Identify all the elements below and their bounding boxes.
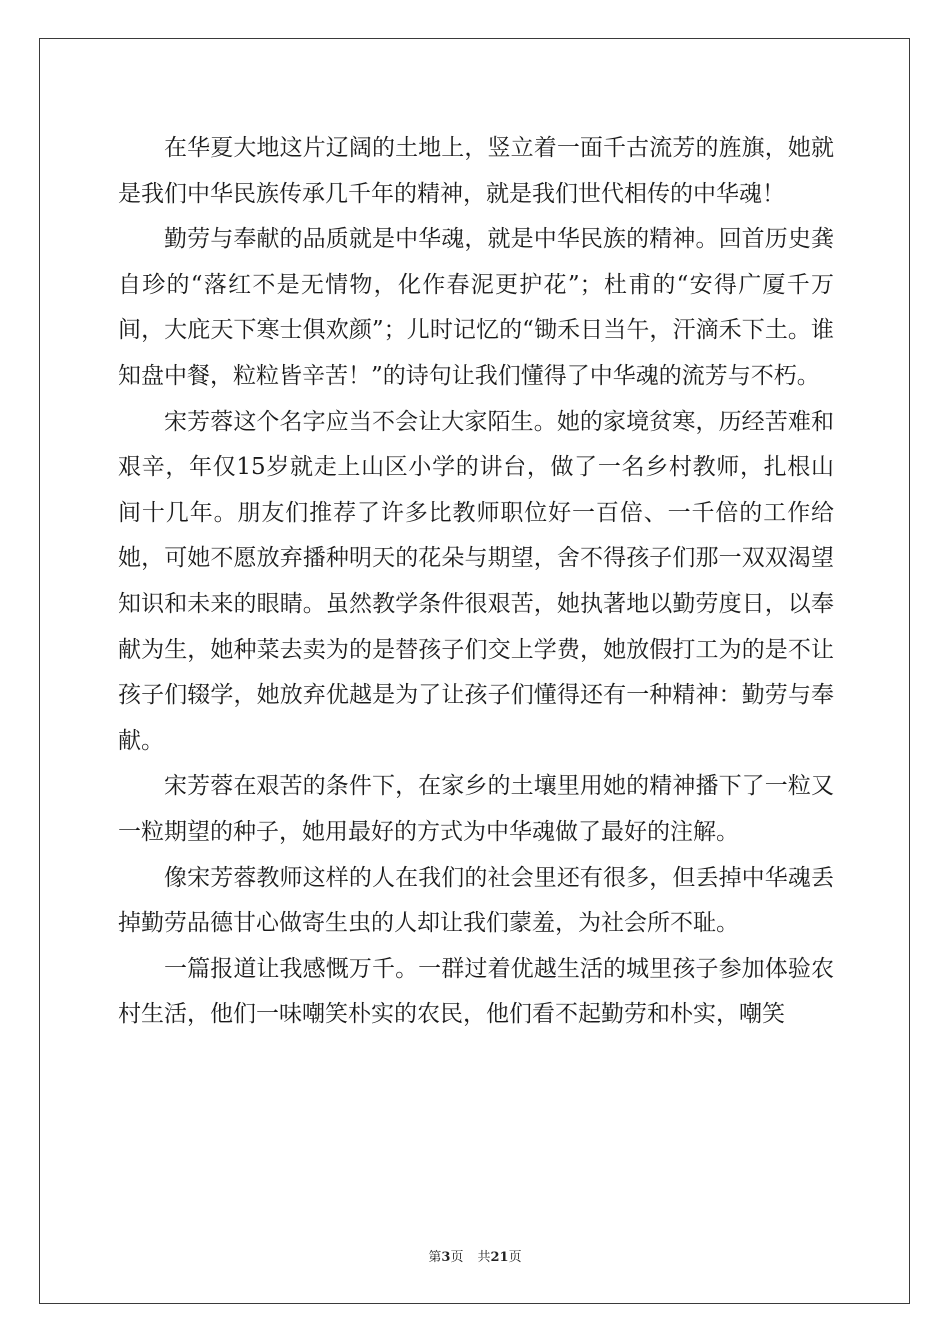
page-footer — [0, 1246, 950, 1265]
document-body — [118, 126, 834, 1038]
footer-prefix: 第 — [428, 1250, 442, 1265]
paragraph: 在华夏大地这片辽阔的土地上，竖立着一面千古流芳的旌旗，她就是我们中华民族传承几千年的精神，就是我们世代相传的中华魂！ — [118, 135, 834, 207]
current-page-number: 3 — [441, 1250, 451, 1265]
paragraph: 宋芳蓉这个名字应当不会让大家陌生。她的家境贫寒，历经苦难和艰辛，年仅15岁就走上山区小学的讲台，做了一名乡村教师，扎根山间十几年。朋友们推荐了许多比教师职位好一百倍、一千倍的工作给她，可她不愿放弃播种明天的花朵与期望，舍不得孩子们那一双双渴望知识和未来的眼睛。虽然教学条件很艰苦，她执著地以勤劳度日，以奉献为生，她种菜去卖为的是替孩子们交上学费，她放假打工为的是不让孩子们辍学，她放弃优越是为了让孩子们懂得还有一种精神：勤劳与奉献。 — [118, 408, 834, 754]
footer-total-unit: 页 — [508, 1250, 522, 1265]
paragraph: 勤劳与奉献的品质就是中华魂，就是中华民族的精神。回首历史龚自珍的“落红不是无情物，化作春泥更护花”；杜甫的“安得广厦千万间，大庇天下寒士俱欢颜”；儿时记忆的“锄禾日当午，汗滴禾下土。谁知盘中餐，粒粒皆辛苦！”的诗句让我们懂得了中华魂的流芳与不朽。 — [118, 226, 834, 389]
footer-page-unit: 页 — [450, 1250, 464, 1265]
paragraph: 一篇报道让我感慨万千。一群过着优越生活的城里孩子参加体验农村生活，他们一味嘲笑朴实的农民，他们看不起勤劳和朴实，嘲笑 — [118, 955, 834, 1028]
paragraph: 宋芳蓉在艰苦的条件下，在家乡的土壤里用她的精神播下了一粒又一粒期望的种子，她用最好的方式为中华魂做了最好的注解。 — [118, 773, 834, 845]
footer-total-prefix: 共 — [477, 1250, 491, 1265]
total-pages-number: 21 — [490, 1250, 509, 1265]
paragraph: 像宋芳蓉教师这样的人在我们的社会里还有很多，但丢掉中华魂丢掉勤劳品德甘心做寄生虫的人却让我们蒙羞，为社会所不耻。 — [118, 864, 834, 937]
